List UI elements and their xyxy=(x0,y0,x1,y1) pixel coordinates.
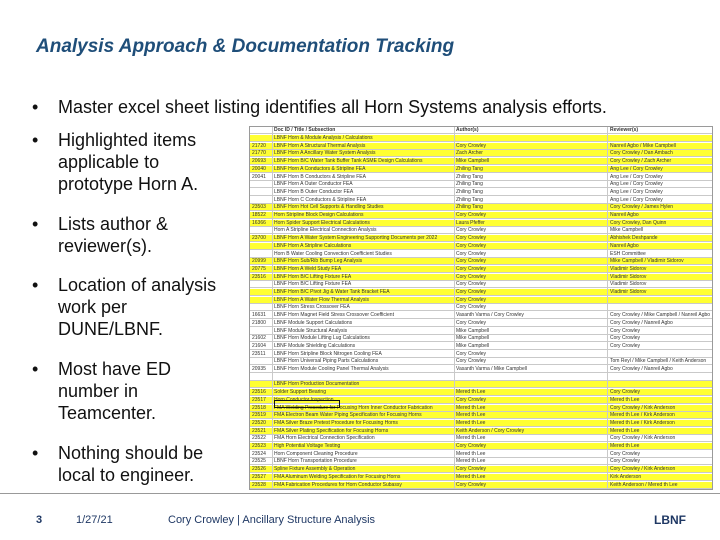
cell-doc-id: 23511 xyxy=(252,350,266,357)
cell-reviewer: Cory Crowley / Zach Archer xyxy=(610,158,672,165)
header-cell-title: Doc ID / Title / Subsection xyxy=(274,127,336,133)
cell-author: Mered th Lee xyxy=(456,412,486,419)
cell-author: Cory Crowley xyxy=(456,319,487,326)
cell-reviewer: Vladimir Sidorov xyxy=(610,289,647,295)
cell-doc-id: 23526 xyxy=(252,466,266,473)
cell-reviewer: Vladimir Sidorov xyxy=(610,273,647,280)
table-row xyxy=(250,143,712,150)
cell-title: Horn Spider Support Electrical Calculations xyxy=(274,219,370,226)
cell-author: Cory Crowley xyxy=(456,281,487,288)
cell-author: Cory Crowley xyxy=(456,227,487,234)
table-row xyxy=(250,166,712,173)
table-row xyxy=(250,181,712,188)
table-row xyxy=(250,381,712,388)
bullet-author-reviewer xyxy=(32,213,242,257)
cell-doc-id: 21720 xyxy=(252,142,266,149)
cell-title: Horn A Stripline Electrical Connection Analysis xyxy=(274,227,377,234)
bullet-dot: • xyxy=(32,275,39,295)
table-row xyxy=(250,243,712,250)
cell-doc-id: 23527 xyxy=(252,473,266,480)
table-row xyxy=(250,443,712,450)
table-row xyxy=(250,281,712,288)
cell-author: Vasanth Varma / Cory Crowley xyxy=(456,312,524,319)
bullet-text: Location of analysis work per DUNE/LBNF. xyxy=(58,275,217,339)
cell-title: LBNF Horn B/C Pivot Jig & Water Tank Bracket FEA xyxy=(274,289,390,295)
cell-reviewer: Cory Crowley xyxy=(610,327,641,334)
cell-title: LBNF Horn A Structural Thermal Analysis xyxy=(274,142,366,149)
bullet-text: Most have ED number in Teamcenter. xyxy=(58,359,172,423)
cell-doc-id: 23520 xyxy=(252,419,266,426)
cell-title: LBNF Horn B/C Lifting Fixture FEA xyxy=(274,273,352,280)
cell-reviewer: Tom Reyl / Mike Campbell / Keith Anderson xyxy=(610,358,707,365)
cell-author: Mered th Lee xyxy=(456,450,486,457)
bullet-dot: • xyxy=(32,97,39,117)
cell-title: LBNF Horn A Stripline Calculations xyxy=(274,242,352,249)
bullet-ed-number xyxy=(32,358,242,424)
cell-reviewer: Vladimir Sidorov xyxy=(610,281,647,288)
cell-author: Cory Crowley xyxy=(456,350,487,357)
cell-reviewer: Nanreil Agbo xyxy=(610,212,639,218)
cell-title: Horn Stripline Block Design Calculations xyxy=(274,212,364,218)
cell-title: LBNF Horn B/C Lifting Fixture FEA xyxy=(274,281,352,288)
table-row xyxy=(250,212,712,219)
cell-author: Cory Crowley xyxy=(456,304,487,311)
table-row xyxy=(250,289,712,296)
table-row xyxy=(250,251,712,258)
cell-title: LBNF Horn Magnet Field Stress Crossover Coefficient xyxy=(274,312,394,319)
page-number: 3 xyxy=(36,514,43,526)
table-row xyxy=(250,312,712,319)
cell-title: LBNF Horn A Weld Study FEA xyxy=(274,265,342,272)
bullet-text: Lists author & reviewer(s). xyxy=(58,214,169,256)
cell-author: Zhiling Tang xyxy=(456,165,483,172)
cell-title: LBNF Horn B Conductors & Stripline FEA xyxy=(274,173,366,180)
cell-reviewer: Cory Crowley / Dan Ambach xyxy=(610,150,673,157)
cell-author: Cory Crowley xyxy=(456,212,487,218)
bullet-highlighted-items xyxy=(32,129,242,195)
table-row xyxy=(250,220,712,227)
cell-title: FMA Fabrication Procedures for Horn Conductor Subassy xyxy=(274,481,402,488)
cell-doc-id: 23528 xyxy=(252,481,266,488)
cell-reviewer: Cory Crowley / Nanreil Agbo xyxy=(610,366,673,372)
cell-author: Zhiling Tang xyxy=(456,173,483,180)
excel-sheet-screenshot xyxy=(249,126,713,490)
cell-doc-id: 23516 xyxy=(252,389,266,396)
footer-author: Cory Crowley | Ancillary Structure Analysis xyxy=(168,514,376,526)
cell-doc-id: 23519 xyxy=(252,412,266,419)
cell-reviewer: ESH Committee xyxy=(610,250,646,257)
bullet-text: Master excel sheet listing identifies all Horn Systems analysis efforts. xyxy=(58,97,607,117)
cell-doc-id: 23523 xyxy=(252,443,266,449)
table-row xyxy=(250,304,712,311)
cell-author: Cory Crowley xyxy=(456,466,487,473)
cell-title: Solder Support Bearing xyxy=(274,389,326,396)
cell-reviewer: Ang Lee / Cory Crowley xyxy=(610,196,663,203)
table-row xyxy=(250,474,712,481)
table-row xyxy=(250,135,712,142)
cell-doc-id: 20935 xyxy=(252,366,266,372)
cell-author: Mered th Lee xyxy=(456,473,486,480)
table-row xyxy=(250,227,712,234)
cell-reviewer: Mered th Lee xyxy=(610,427,640,434)
cell-reviewer: Cory Crowley / James Hylen xyxy=(610,204,674,211)
cell-title: FMA Silver Plating Specification for Focusing Horns xyxy=(274,427,389,434)
cell-doc-id: 20040 xyxy=(252,165,266,172)
cell-doc-id: 23525 xyxy=(252,458,266,465)
cell-reviewer: Mike Campbell / Vladimir Sidorov xyxy=(610,258,684,265)
table-row xyxy=(250,351,712,358)
cell-author: Cory Crowley xyxy=(456,250,487,257)
footer-divider xyxy=(0,493,720,494)
footer-brand: LBNF xyxy=(654,513,686,527)
table-row xyxy=(250,366,712,373)
cell-reviewer: Cory Crowley / Nanreil Agbo xyxy=(610,319,673,326)
cell-reviewer: Kirk Anderson xyxy=(610,473,642,480)
cell-reviewer: Mered th Lee / Kirk Anderson xyxy=(610,412,675,419)
cell-reviewer: Vladimir Sidorov xyxy=(610,265,647,272)
cell-author: Cory Crowley xyxy=(456,142,487,149)
table-row xyxy=(250,235,712,242)
table-row xyxy=(250,204,712,211)
cell-reviewer: Cory Crowley xyxy=(610,450,641,457)
table-row xyxy=(250,374,712,381)
cell-doc-id: 21770 xyxy=(252,150,266,157)
cell-reviewer: Ang Lee / Cory Crowley xyxy=(610,173,663,180)
cell-doc-id: 20999 xyxy=(252,258,266,265)
cell-author: Mike Campbell xyxy=(456,327,490,334)
cell-doc-id: 16366 xyxy=(252,219,266,226)
table-row xyxy=(250,451,712,458)
cell-title: FMA Electron Beam Water Piping Specification for Focusing Horns xyxy=(274,412,422,419)
cell-reviewer: Cory Crowley xyxy=(610,458,641,465)
cell-author: Mered th Lee xyxy=(456,419,486,426)
bullet-nothing-local xyxy=(32,442,242,486)
cell-author: Mered th Lee xyxy=(456,458,486,465)
bullet-dot: • xyxy=(32,130,39,150)
cell-author: Zhiling Tang xyxy=(456,188,483,195)
cell-author: Cory Crowley xyxy=(456,289,487,295)
table-row xyxy=(250,335,712,342)
table-row xyxy=(250,482,712,489)
cell-reviewer: Cory Crowley xyxy=(610,335,641,342)
cell-title: FMA Aluminum Welding Specification for Focusing Horns xyxy=(274,473,401,480)
sheet-column-divider xyxy=(454,127,455,489)
cell-reviewer: Cory Crowley / Kirk Anderson xyxy=(610,404,676,411)
cell-reviewer: Ang Lee / Cory Crowley xyxy=(610,188,663,195)
sheet-column-divider xyxy=(607,127,608,489)
cell-author: Vasanth Varma / Mike Campbell xyxy=(456,366,527,372)
cell-title: LBNF Horn Production Documentation xyxy=(274,381,360,388)
table-row xyxy=(250,274,712,281)
cell-reviewer: Cory Crowley / Kirk Anderson xyxy=(610,466,676,473)
cell-reviewer: Mike Campbell xyxy=(610,227,644,234)
cell-author: Keith Anderson / Cory Crowley xyxy=(456,427,525,434)
cell-doc-id: 23503 xyxy=(252,204,266,211)
cell-doc-id: 23522 xyxy=(252,435,266,442)
cell-doc-id: 23524 xyxy=(252,450,266,457)
cell-title: Horn Conductor Inspection xyxy=(274,396,334,403)
cell-doc-id: 20775 xyxy=(252,265,266,272)
cell-reviewer: Keith Anderson / Mered th Lee xyxy=(610,481,678,488)
cell-reviewer: Mered th Lee xyxy=(610,396,640,403)
table-row xyxy=(250,428,712,435)
cell-reviewer: Mered th Lee xyxy=(610,443,640,449)
cell-reviewer: Abhishek Deshpande xyxy=(610,235,658,242)
cell-doc-id: 23517 xyxy=(252,396,266,403)
cell-reviewer: Cory Crowley xyxy=(610,389,641,396)
cell-title: LBNF Module Structural Analysis xyxy=(274,327,348,334)
cell-reviewer: Nanreil Agbo xyxy=(610,242,639,249)
cell-doc-id: 23516 xyxy=(252,273,266,280)
cell-title: LBNF Horn Hot Cell Supports & Handling Studies xyxy=(274,204,384,211)
selected-cell-outline xyxy=(274,400,340,408)
table-row xyxy=(250,412,712,419)
bullet-text: Highlighted items applicable to prototype Horn A. xyxy=(58,130,199,194)
slide-title: Analysis Approach & Documentation Tracking xyxy=(36,36,455,57)
header-cell-author: Author(s) xyxy=(456,127,479,133)
cell-reviewer: Ang Lee / Cory Crowley xyxy=(610,181,663,188)
table-row xyxy=(250,197,712,204)
cell-title: High Potential Voltage Testing xyxy=(274,443,341,449)
table-row xyxy=(250,435,712,442)
cell-title: Spline Fixture Assembly & Operation xyxy=(274,466,356,473)
table-row xyxy=(250,328,712,335)
sheet-header-row xyxy=(250,127,712,134)
cell-author: Mike Campbell xyxy=(456,342,490,349)
bullet-dot: • xyxy=(32,443,39,463)
cell-reviewer: Cory Crowley, Dan Quinn xyxy=(610,219,667,226)
cell-doc-id: 20041 xyxy=(252,173,266,180)
cell-doc-id: 21602 xyxy=(252,335,266,342)
cell-author: Mike Campbell xyxy=(456,335,490,342)
sheet-column-divider xyxy=(272,127,273,489)
cell-title: LBNF Horn B/C Water Tank Buffer Tank ASME Design Calculations xyxy=(274,158,423,165)
cell-title: LBNF Horn & Module Analysis / Calculations xyxy=(274,135,373,141)
cell-author: Mered th Lee xyxy=(456,435,486,442)
cell-title: LBNF Horn C Conductors & Stripline FEA xyxy=(274,196,367,203)
cell-author: Mike Campbell xyxy=(456,158,490,165)
cell-reviewer: Cory Crowley xyxy=(610,342,641,349)
cell-author: Cory Crowley xyxy=(456,242,487,249)
table-row xyxy=(250,266,712,273)
table-row xyxy=(250,297,712,304)
cell-author: Cory Crowley xyxy=(456,258,487,265)
cell-author: Cory Crowley xyxy=(456,235,487,242)
cell-title: LBNF Horn B Outer Conductor FEA xyxy=(274,188,354,195)
cell-author: Cory Crowley xyxy=(456,296,487,303)
bullet-dot: • xyxy=(32,214,39,234)
cell-title: LBNF Horn Universal Piping Parts Calculations xyxy=(274,358,379,365)
cell-doc-id: 23518 xyxy=(252,404,266,411)
cell-doc-id: 18522 xyxy=(252,212,266,218)
cell-doc-id: 21604 xyxy=(252,342,266,349)
cell-title: LBNF Module Support Calculations xyxy=(274,319,353,326)
cell-author: Zhiling Tang xyxy=(456,204,483,211)
table-row xyxy=(250,258,712,265)
table-row xyxy=(250,420,712,427)
cell-author: Mered th Lee xyxy=(456,389,486,396)
cell-title: FMA Welding Procedure for Focusing Horn Inner Conductor Fabrication xyxy=(274,404,433,411)
cell-reviewer: Cory Crowley / Mike Campbell / Nanreil Agbo xyxy=(610,312,710,319)
table-row xyxy=(250,389,712,396)
cell-doc-id: 20693 xyxy=(252,158,266,165)
cell-author: Cory Crowley xyxy=(456,396,487,403)
cell-title: LBNF Horn A Water System Engineering Supporting Documents per 2022 xyxy=(274,235,438,242)
cell-reviewer: Cory Crowley / Kirk Anderson xyxy=(610,435,676,442)
cell-author: Laura Pfeffer xyxy=(456,219,485,226)
cell-title: Horn Component Cleaning Procedure xyxy=(274,450,358,457)
cell-doc-id: 16631 xyxy=(252,312,266,319)
cell-author: Zhiling Tang xyxy=(456,196,483,203)
cell-title: FMA Silver Braze Pretest Procedure for Focusing Horns xyxy=(274,419,398,426)
cell-author: Mered th Lee xyxy=(456,404,486,411)
cell-title: LBNF Horn Module Cooling Panel Thermal Analysis xyxy=(274,366,389,372)
table-row xyxy=(250,358,712,365)
bullet-dot: • xyxy=(32,359,39,379)
cell-title: LBNF Horn Module Lifting Lug Calculations xyxy=(274,335,370,342)
table-row xyxy=(250,466,712,473)
table-row xyxy=(250,189,712,196)
cell-title: LBNF Module Shielding Calculations xyxy=(274,342,356,349)
cell-reviewer: Ang Lee / Cory Crowley xyxy=(610,165,663,172)
table-row xyxy=(250,320,712,327)
bullet-text: Nothing should be local to engineer. xyxy=(58,443,204,485)
bullet-master-sheet xyxy=(32,96,712,118)
header-cell-reviewer: Reviewer(s) xyxy=(610,127,639,133)
cell-author: Cory Crowley xyxy=(456,273,487,280)
table-row xyxy=(250,174,712,181)
cell-title: LBNF Horn A Conductors & Stripline FEA xyxy=(274,165,366,172)
cell-title: LBNF Horn A Outer Conductor FEA xyxy=(274,181,353,188)
cell-doc-id: 23700 xyxy=(252,235,266,242)
cell-author: Cory Crowley xyxy=(456,443,487,449)
cell-author: Zhiling Tang xyxy=(456,181,483,188)
bullet-location xyxy=(32,274,242,340)
cell-title: LBNF Horn Transportation Procedure xyxy=(274,458,357,465)
cell-title: LBNF Horn A Water Flow Thermal Analysis xyxy=(274,296,370,303)
cell-title: LBNF Horn Stripline Block Nitrogen Cooling FEA xyxy=(274,350,382,357)
table-row xyxy=(250,158,712,165)
table-row xyxy=(250,343,712,350)
cell-doc-id: 23521 xyxy=(252,427,266,434)
table-row xyxy=(250,458,712,465)
footer-date: 1/27/21 xyxy=(76,514,113,526)
cell-author: Cory Crowley xyxy=(456,265,487,272)
cell-author: Zach Archer xyxy=(456,150,483,157)
cell-doc-id: 21800 xyxy=(252,319,266,326)
cell-title: Horn B Water Cooling Convection Coefficient Studies xyxy=(274,250,392,257)
cell-title: LBNF Horn Stress Crossover FEA xyxy=(274,304,350,311)
cell-author: Cory Crowley xyxy=(456,358,487,365)
cell-reviewer: Mered th Lee / Kirk Anderson xyxy=(610,419,675,426)
cell-title: LBNF Horn A Ancillary Water System Analysis xyxy=(274,150,376,157)
cell-title: FMA Horn Electrical Connection Specification xyxy=(274,435,375,442)
cell-title: LBNF Horn Sub/Rib Bump Leg Analysis xyxy=(274,258,363,265)
cell-reviewer: Nanreil Agbo / Mike Campbell xyxy=(610,142,676,149)
table-row xyxy=(250,150,712,157)
cell-author: Cory Crowley xyxy=(456,481,487,488)
